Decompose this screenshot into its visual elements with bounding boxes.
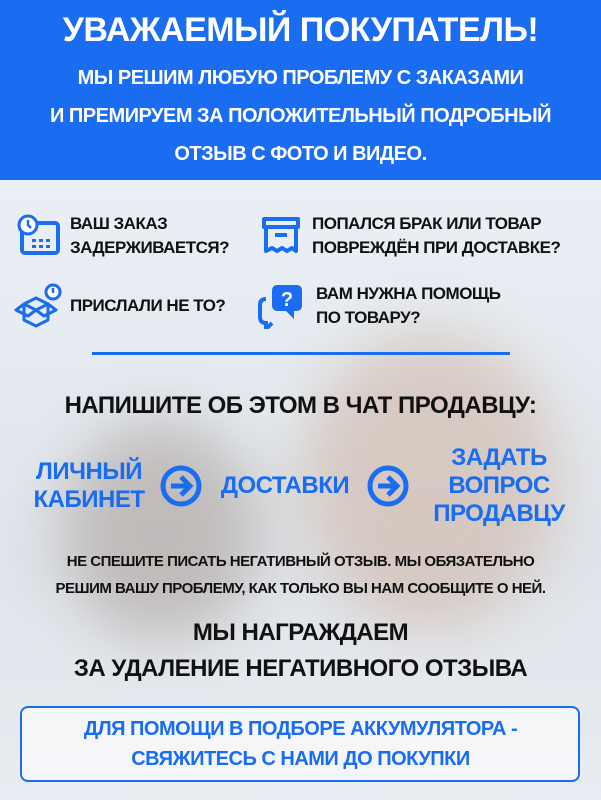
note-text: НЕ СПЕШИТЕ ПИСАТЬ НЕГАТИВНЫЙ ОТЗЫВ. МЫ ОБЯЗАТЕЛЬНО	[66, 553, 535, 570]
issue-text: ВАШ ЗАКАЗ	[70, 214, 168, 233]
step-text: ЛИЧНЫЙ	[35, 458, 143, 485]
divider	[92, 352, 510, 355]
step-ask-seller	[412, 444, 586, 528]
header-line: МЫ РЕШИМ ЛЮБУЮ ПРОБЛЕМУ С ЗАКАЗАМИ	[77, 67, 524, 89]
issue-damaged	[258, 212, 594, 260]
step-cabinet	[20, 458, 158, 514]
reward-heading: МЫ НАГРАЖДАЕМ	[192, 619, 409, 646]
issue-delayed	[16, 212, 252, 260]
issue-help	[256, 282, 594, 330]
cta-heading: НАПИШИТЕ ОБ ЭТОМ В ЧАТ ПРОДАВЦУ:	[64, 392, 537, 419]
chat-question-icon	[256, 283, 308, 329]
step-text: ДОСТАВКИ	[220, 472, 350, 499]
step-text: ПРОДАВЦУ	[433, 500, 565, 527]
issue-text: ПРИСЛАЛИ НЕ ТО?	[70, 296, 226, 315]
arrow-right-icon	[367, 465, 409, 507]
issue-wrong-item	[10, 282, 252, 330]
reward-heading: ЗА УДАЛЕНИЕ НЕГАТИВНОГО ОТЗЫВА	[73, 655, 528, 682]
calendar-clock-icon	[16, 213, 62, 259]
issue-text: ЗАДЕРЖИВАЕТСЯ?	[70, 238, 230, 257]
issue-text: ПОВРЕЖДЁН ПРИ ДОСТАВКЕ?	[312, 238, 561, 257]
step-text: ВОПРОС	[448, 472, 550, 499]
header-title: УВАЖАЕМЫЙ ПОКУПАТЕЛЬ!	[62, 11, 539, 49]
step-text: ЗАДАТЬ	[451, 444, 547, 471]
header-banner	[0, 0, 601, 180]
issue-text: ПОПАЛСЯ БРАК ИЛИ ТОВАР	[312, 214, 542, 233]
step-text: КАБИНЕТ	[33, 486, 145, 513]
contact-text: СВЯЖИТЕСЬ С НАМИ ДО ПОКУПКИ	[131, 748, 470, 770]
issue-text: ВАМ НУЖНА ПОМОЩЬ	[316, 284, 501, 303]
issue-text: ПО ТОВАРУ?	[316, 308, 421, 327]
open-box-alert-icon	[10, 282, 62, 330]
contact-text: ДЛЯ ПОМОЩИ В ПОДБОРЕ АККУМУЛЯТОРА -	[83, 718, 518, 740]
header-line: И ПРЕМИРУЕМ ЗА ПОЛОЖИТЕЛЬНЫЙ ПОДРОБНЫЙ	[49, 105, 552, 127]
damaged-box-icon	[258, 213, 304, 259]
note-text: РЕШИМ ВАШУ ПРОБЛЕМУ, КАК ТОЛЬКО ВЫ НАМ СООБЩИТЕ О НЕЙ.	[55, 580, 546, 597]
background-photo-2	[60, 420, 260, 640]
svg-text:?: ?	[280, 289, 294, 311]
arrow-right-icon	[160, 465, 202, 507]
step-delivery	[205, 472, 365, 500]
header-line: ОТЗЫВ С ФОТО И ВИДЕО.	[174, 143, 427, 165]
